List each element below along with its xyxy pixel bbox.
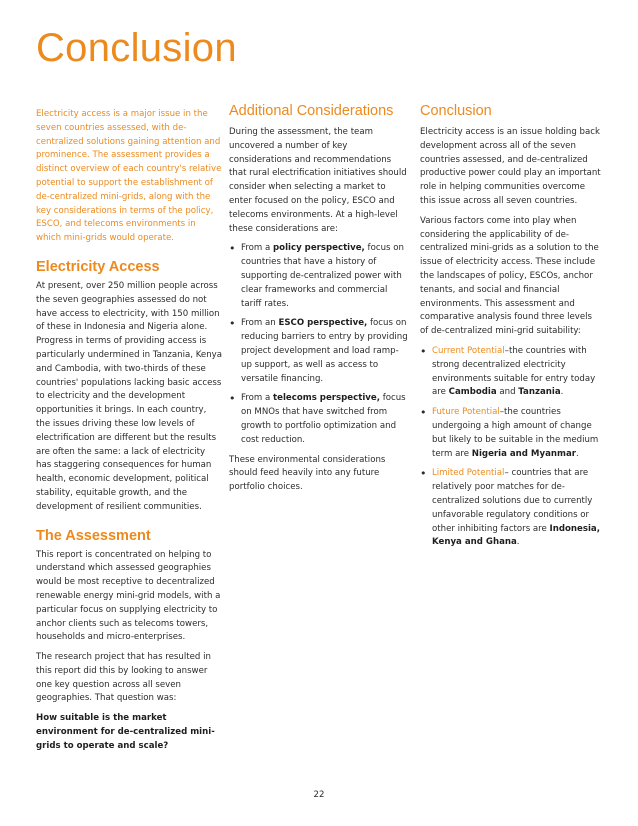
assessment-paragraph-2: The research project that has resulted in this report did this by looking to answer one key question across all seven geographies. That question was: xyxy=(36,652,211,704)
page-number: 22 xyxy=(313,790,325,800)
list-item: • Future Potential–the countries undergoing a high amount of change but likely to be suitable in the medium term are Nigeria and Myanmar. xyxy=(420,406,599,459)
additional-considerations-heading: Additional Considerations xyxy=(229,103,394,119)
list-item: • From an ESCO perspective, focus on reducing barriers to entry by providing project development and load ramp-up support, as well as access to versatile financing. xyxy=(229,317,408,384)
left-column xyxy=(36,108,222,760)
electricity-access-body: At present, over 250 million people across the seven geographies assessed do not have access to electricity, with 150 million of these in Indonesia and Nigeria alone. Progress in terms of providing access is particularly undermined in Tanzania, Kenya and Cambodia, with two-thirds of these countries' populations lacking basic access to electricity and the development opportunities it brings. In each country, the issues driving these low levels of electrification are different but the results are often the same: a lack of electricity has staggering consequences for human health, economic development, political stability, equitable growth, and the development of resilient communities. xyxy=(36,280,223,512)
assessment-paragraph-1: This report is concentrated on helping to understand which assessed geographies would be most receptive to decentralized renewable energy mini-grid models, with a particular focus on supplying electricity to anchor clients such as telecoms towers, households and micro-enterprises. xyxy=(36,549,221,643)
intro-text: Electricity access is a major issue in the seven countries assessed, with de-centralized solutions gaining attention and prominence. The assessment provides a distinct overview of each country's relative potential to support the establishment of de-centralized mini-grids, along with the key considerations in terms of the policy, ESCO, and telecoms environments in which mini-grids would operate. xyxy=(36,109,222,244)
list-item: • From a policy perspective, focus on countries that have a history of supporting de-centralized power with clear frameworks and commercial tariff rates. xyxy=(229,242,404,309)
bullet-icon: • xyxy=(420,406,427,420)
conclusion-paragraph-2: Various factors come into play when considering the applicability of de-centralized mini-grids as a solution to the issue of electricity access. These include the landscapes of policy, ESCOs, anchor tenants, and social and financial environments. This assessment and comparative analysis found three levels of de-centralized mini-grid suitability: xyxy=(420,215,599,337)
key-question: How suitable is the market environment for de-centralized mini-grids to operate and scale? xyxy=(36,713,215,751)
list-item: • From a telecoms perspective, focus on MNOs that have switched from growth to portfolio optimization and cost reduction. xyxy=(229,392,406,445)
page-title: Conclusion xyxy=(36,26,237,70)
bullet-icon: • xyxy=(420,467,427,481)
conclusion-paragraph-1: Electricity access is an issue holding back development across all of the seven countries assessed, and de-centralized productive power could play an important role in helping communities overcome this issue across all seven countries. xyxy=(420,127,601,206)
additional-considerations-intro: During the assessment, the team uncovered a number of key considerations and recommendations that rural electrification initiatives should consider when selecting a market to enter focused on the policy, ESCO and telecoms environments. At a high-level these considerations are: xyxy=(229,127,407,234)
list-item: • Limited Potential– countries that are relatively poor matches for de- centralized solutions due to currently unfavorable regulatory conditions or other inhibiting factors are Indonesia, Kenya and Ghana. xyxy=(420,467,600,548)
additional-considerations-closing: These environmental considerations should feed heavily into any future portfolio choices. xyxy=(229,454,386,493)
middle-column xyxy=(229,103,408,501)
bullet-icon: • xyxy=(229,242,236,256)
electricity-access-heading: Electricity Access xyxy=(36,258,160,275)
right-column xyxy=(420,103,602,556)
bullet-icon: • xyxy=(229,317,236,331)
assessment-heading: The Assessment xyxy=(36,527,151,544)
list-item: • Current Potential–the countries with strong decentralized electricity environments suitable for entry today are Cambodia and Tanzania. xyxy=(420,344,596,398)
bullet-icon: • xyxy=(229,392,236,406)
considerations-list xyxy=(229,242,408,447)
potential-list xyxy=(420,345,602,550)
conclusion-heading: Conclusion xyxy=(420,103,492,119)
bullet-icon: • xyxy=(420,344,427,358)
